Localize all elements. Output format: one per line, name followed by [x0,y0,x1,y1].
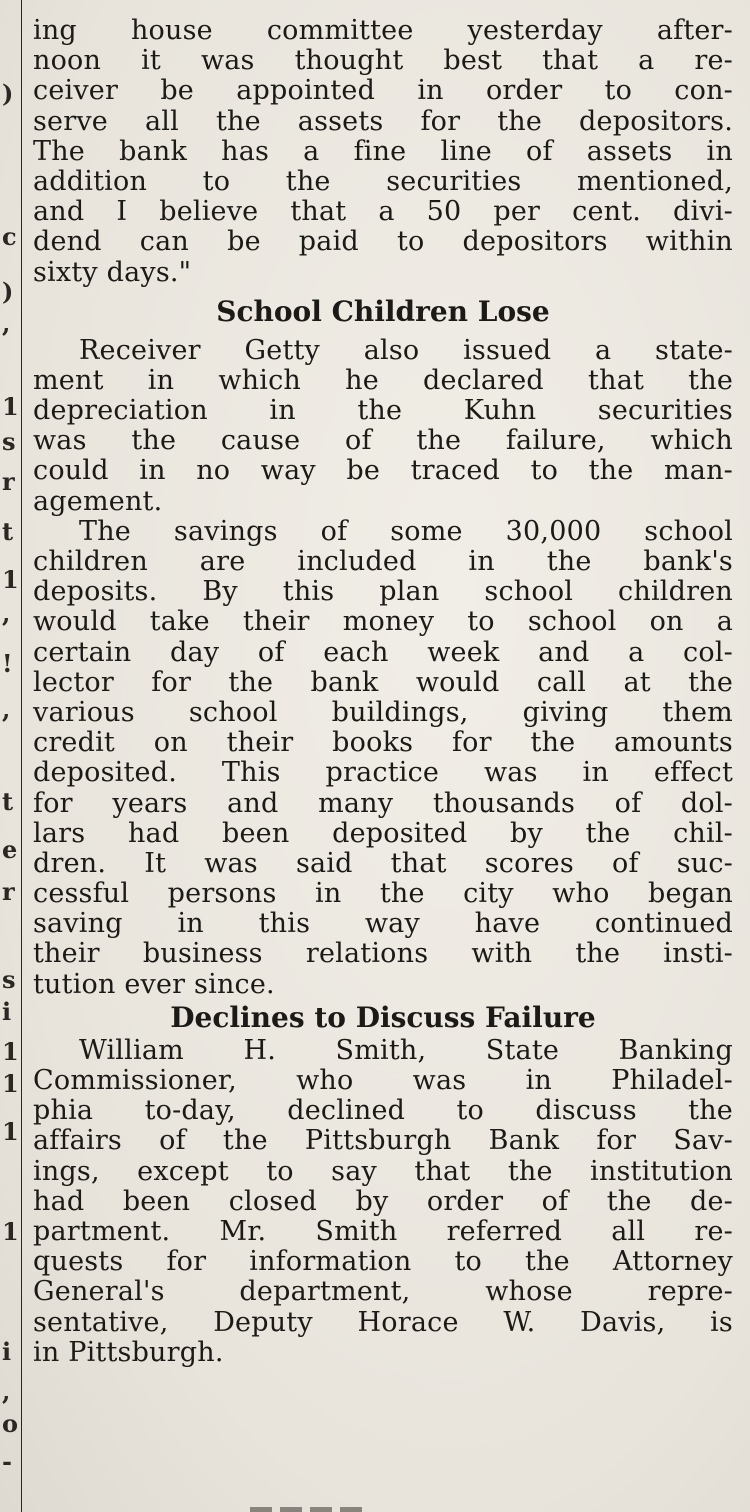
text-line: for years and many thousands of dol- [33,787,733,819]
text-line: William H. Smith, State Banking [79,1034,733,1066]
text-line: ings, except to say that the institution [33,1155,733,1187]
text-line: phia to-day, declined to discuss the [33,1095,733,1127]
text-line: addition to the securities mentioned, [33,165,733,197]
gutter-fragment: t [2,787,14,816]
paragraph-school-savings [33,517,733,1000]
gutter-fragment: , [2,695,11,724]
article-column [33,16,733,1368]
gutter-fragment: i [2,997,12,1026]
text-line: Commissioner, who was in Philadel- [33,1065,733,1096]
gutter-fragment: s [2,427,16,456]
gutter-fragment: - [2,1447,12,1476]
gutter-fragment: i [2,1337,12,1366]
text-line: had been closed by order of the de- [33,1185,733,1217]
text-line: sixty days." [33,256,192,288]
gutter-fragment: , [2,1377,11,1406]
gutter-fragment: s [2,965,16,994]
text-line: ment in which he declared that the [33,364,733,396]
text-line: Receiver Getty also issued a state- [79,334,733,366]
gutter-fragment: ) [2,277,14,306]
gutter-fragment: o [2,1409,19,1438]
gutter-fragment: r [2,467,15,496]
text-line: lector for the bank would call at the [33,666,733,698]
text-line: would take their money to school on a [33,606,733,638]
text-line: partment. Mr. Smith referred all re- [33,1215,733,1247]
gutter-fragment: e [2,835,18,864]
subheading-declines-to-discuss: Declines to Discuss Failure [170,1000,596,1034]
cut-off-next-heading [250,1502,410,1512]
text-line: children are included in the bank's [33,546,733,577]
gutter-fragment: c [2,222,17,251]
text-line: dend can be paid to depositors within [33,226,733,258]
gutter-fragment: 1 [2,1117,19,1146]
gutter-fragment: ! [2,649,13,678]
gutter-fragment: 1 [2,392,19,421]
text-line: lars had been deposited by the chil- [33,817,733,849]
text-line: tution ever since. [33,968,275,1000]
text-line: credit on their books for the amounts [33,727,733,759]
paragraph-commissioner-smith [33,1036,733,1368]
text-line: deposits. By this plan school children [33,576,733,608]
text-line: dren. It was said that scores of suc- [33,847,733,879]
text-line: noon it was thought best that a re- [33,45,733,77]
gutter-fragment: 1 [2,1069,19,1098]
gutter-fragment: , [2,599,11,628]
text-line: saving in this way have continued [33,908,733,940]
text-line: in Pittsburgh. [33,1336,224,1368]
gutter-fragment: ) [2,79,14,108]
text-line: serve all the assets for the depositors. [33,105,733,137]
gutter-fragment: t [2,517,14,546]
gutter-fragment: 1 [2,1217,19,1246]
text-line: ceiver be appointed in order to con- [33,75,733,107]
gutter-fragment: 1 [2,1037,19,1066]
text-line: certain day of each week and a col- [33,636,733,668]
text-line: affairs of the Pittsburgh Bank for Sav- [33,1125,733,1157]
text-line: deposited. This practice was in effect [33,757,733,789]
text-line: and I believe that a 50 per cent. divi- [33,196,733,228]
text-line: was the cause of the failure, which [33,425,733,457]
text-line: could in no way be traced to the man- [33,455,733,487]
text-line: quests for information to the Attorney [33,1246,733,1278]
text-line: their business relations with the insti- [33,938,733,970]
gutter-fragment: , [2,309,11,338]
text-line: sentative, Deputy Horace W. Davis, is [33,1306,733,1338]
column-rule [21,0,22,1512]
gutter-fragment: r [2,877,15,906]
text-line: agement. [33,485,163,517]
text-line: various school buildings, giving them [33,696,733,728]
paragraph-receiver-statement [33,336,733,517]
paragraph-quote-continuation [33,16,733,288]
text-line: cessful persons in the city who began [33,878,733,910]
text-line: The bank has a fine line of assets in [33,135,733,167]
text-line: The savings of some 30,000 school [79,515,733,547]
subheading-school-children-lose: School Children Lose [216,294,550,328]
text-line: General's department, whose repre- [33,1276,733,1308]
text-line: ing house committee yesterday after- [33,15,733,46]
text-line: depreciation in the Kuhn securities [33,395,733,427]
adjacent-column-fragment [0,0,22,1512]
gutter-fragment: 1 [2,565,19,594]
